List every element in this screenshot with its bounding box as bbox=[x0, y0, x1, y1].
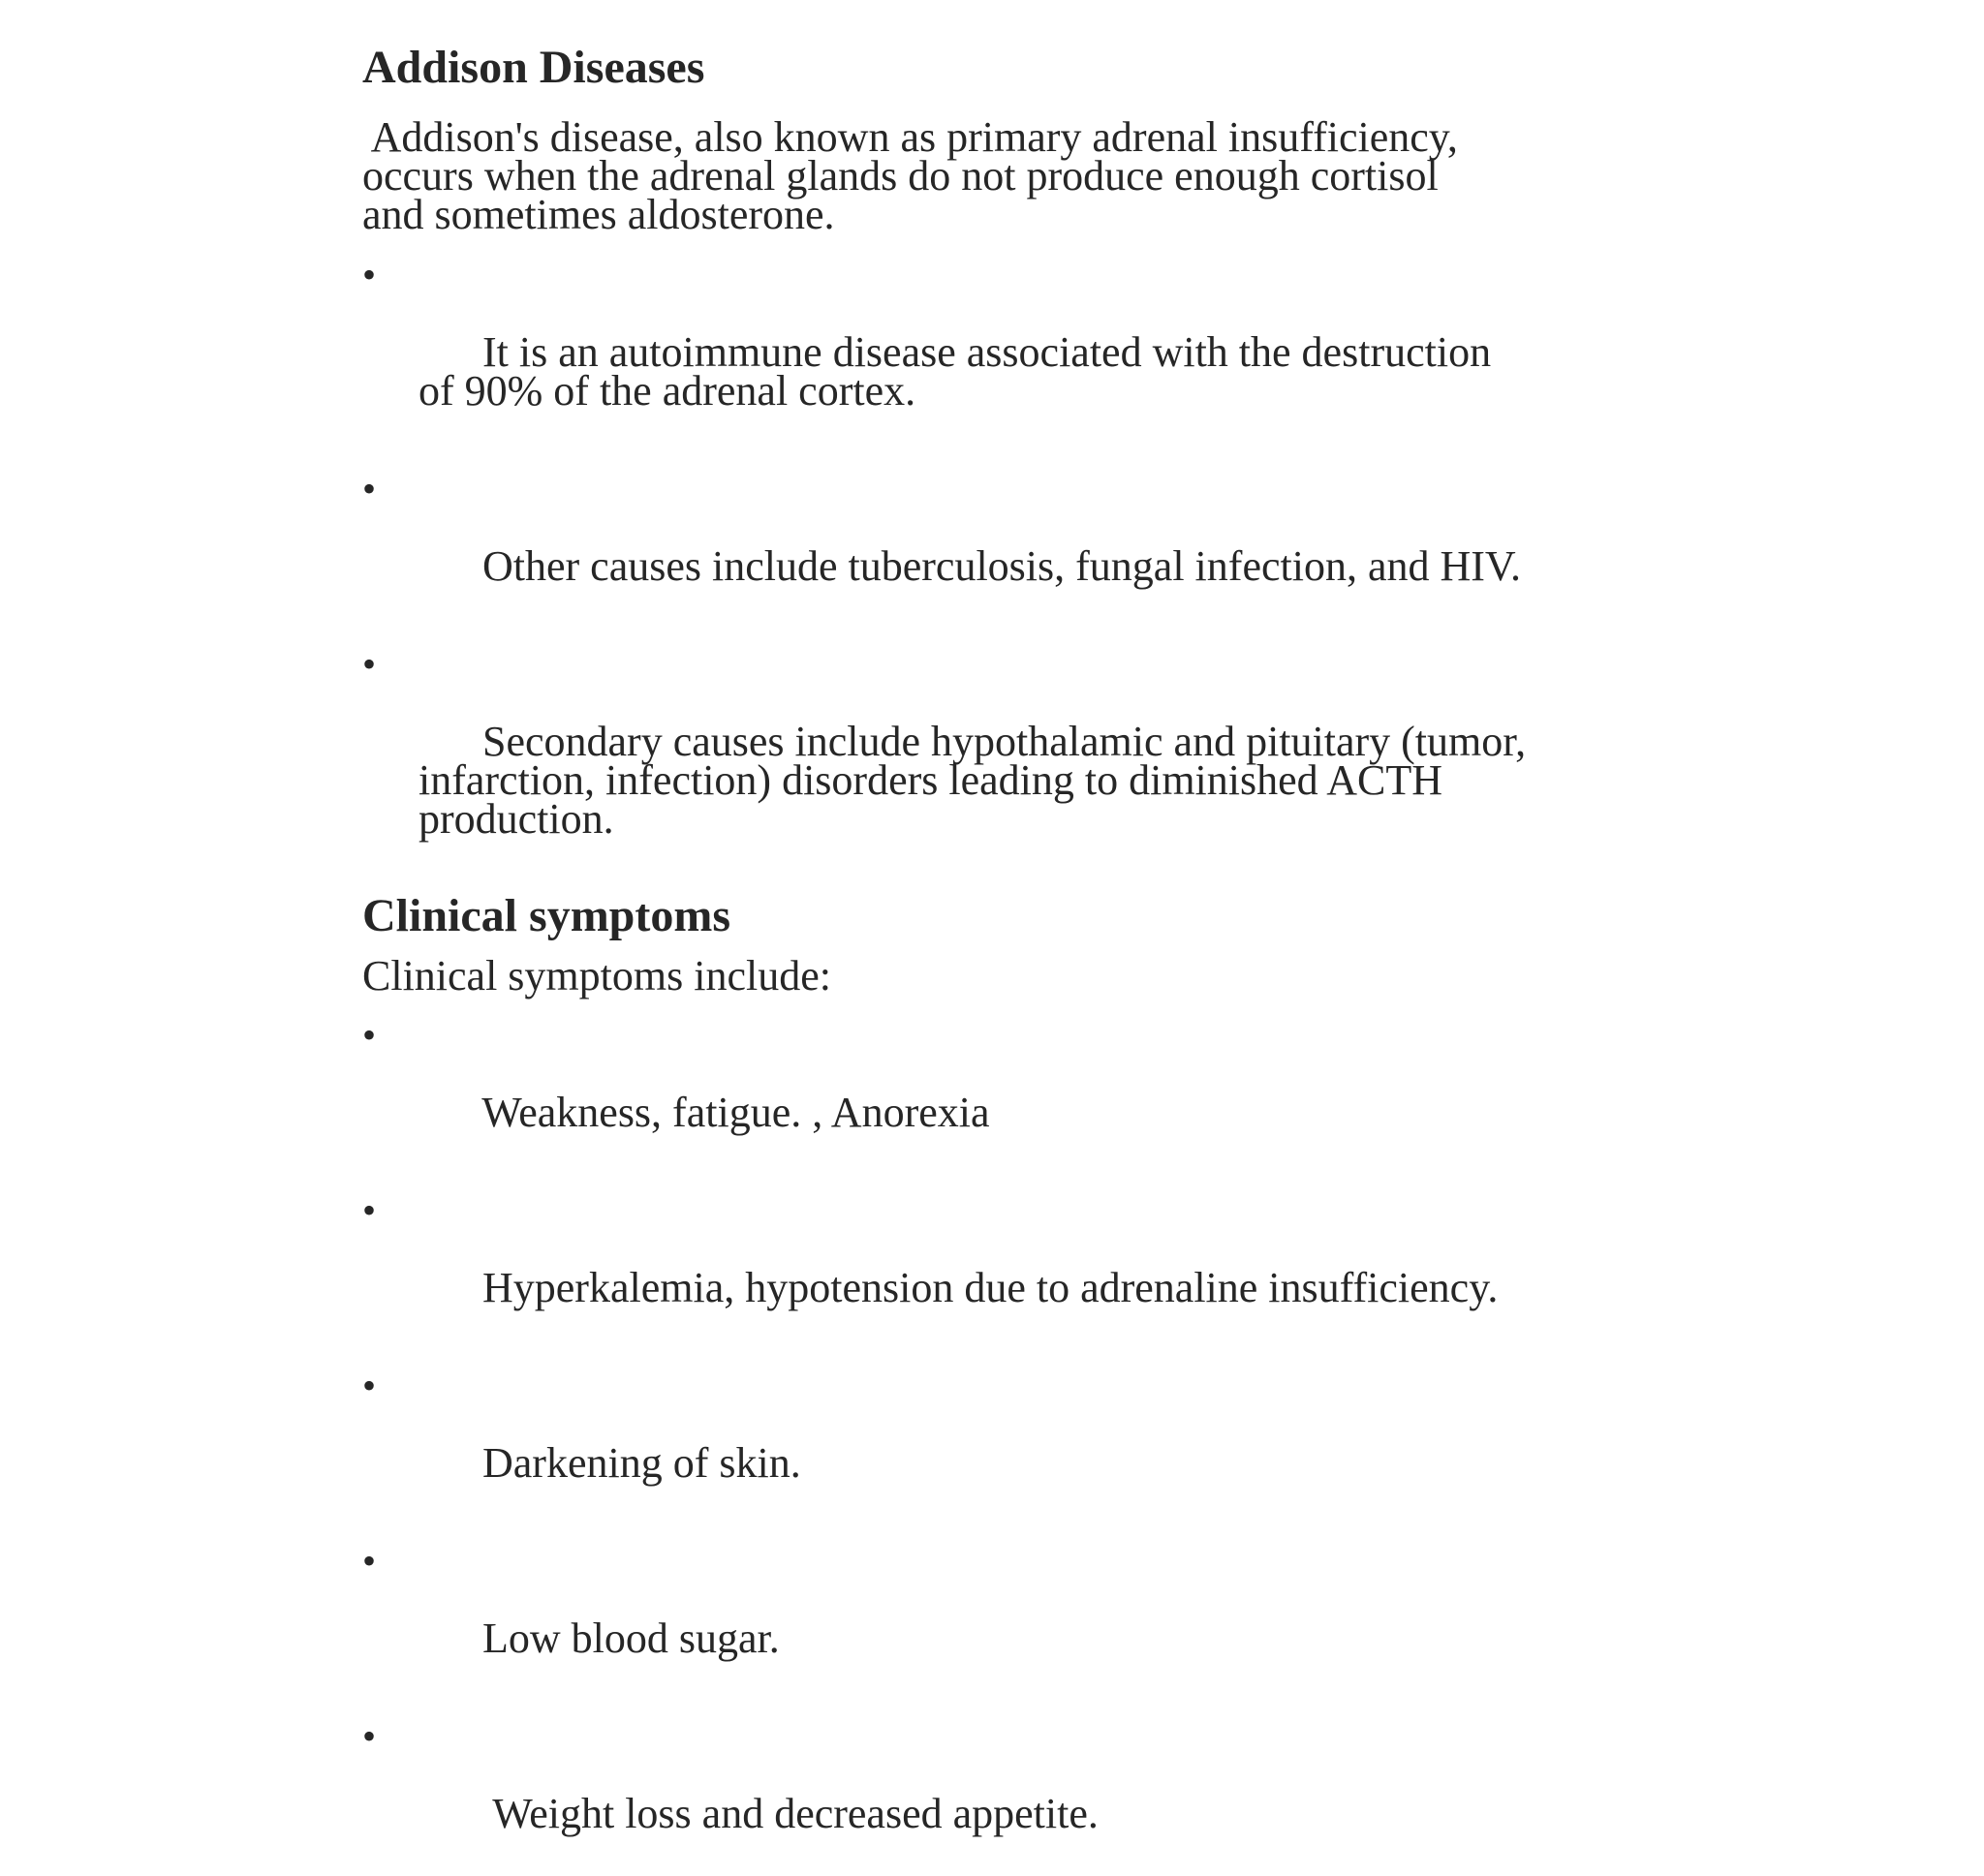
bullet-icon: • bbox=[362, 1013, 377, 1057]
bullet-icon: • bbox=[362, 467, 377, 510]
list-item-text: Weight loss and decreased appetite. bbox=[482, 1790, 1099, 1837]
bullet-icon: • bbox=[362, 1714, 377, 1758]
addison-causes-list bbox=[362, 253, 1583, 877]
slide-content bbox=[362, 41, 1583, 1872]
list-item bbox=[362, 642, 1583, 877]
list-item-text: Hyperkalemia, hypotension due to adrenaline insufficiency. bbox=[482, 1264, 1499, 1311]
list-item-text: Darkening of skin. bbox=[482, 1439, 801, 1487]
bullet-icon: • bbox=[362, 1364, 377, 1407]
bullet-icon: • bbox=[362, 1188, 377, 1232]
bullet-icon: • bbox=[362, 1539, 377, 1583]
bullet-icon: • bbox=[362, 642, 377, 686]
list-item bbox=[362, 253, 1583, 449]
list-item-text: Low blood sugar. bbox=[482, 1615, 780, 1662]
bullet-icon: • bbox=[362, 253, 377, 296]
list-item bbox=[362, 1013, 1583, 1171]
list-item-text: Other causes include tuberculosis, fungal infection, and HIV. bbox=[482, 542, 1522, 590]
list-item bbox=[362, 1714, 1583, 1872]
section-title-clinical-symptoms: Clinical symptoms bbox=[362, 890, 731, 941]
list-item bbox=[362, 1364, 1583, 1522]
list-item bbox=[362, 467, 1583, 625]
list-item-text: It is an autoimmune disease associated with the destruction of 90% of the adrenal cortex. bbox=[418, 328, 1492, 415]
clinical-symptoms-list bbox=[362, 1013, 1583, 1872]
list-item-text: Secondary causes include hypothalamic and pituitary (tumor, infarction, infection) disorders leading to diminished ACTH production. bbox=[418, 718, 1527, 843]
addison-intro-paragraph: Addison's disease, also known as primary adrenal insufficiency, occurs when the adrenal glands do not produce enough cortisol and sometimes aldosterone. bbox=[362, 113, 1458, 238]
clinical-symptoms-intro: Clinical symptoms include: bbox=[362, 952, 831, 1000]
list-item bbox=[362, 1539, 1583, 1697]
section-title-addison: Addison Diseases bbox=[362, 42, 705, 93]
list-item bbox=[362, 1188, 1583, 1346]
list-item-text: Weakness, fatigue. , Anorexia bbox=[481, 1089, 990, 1136]
